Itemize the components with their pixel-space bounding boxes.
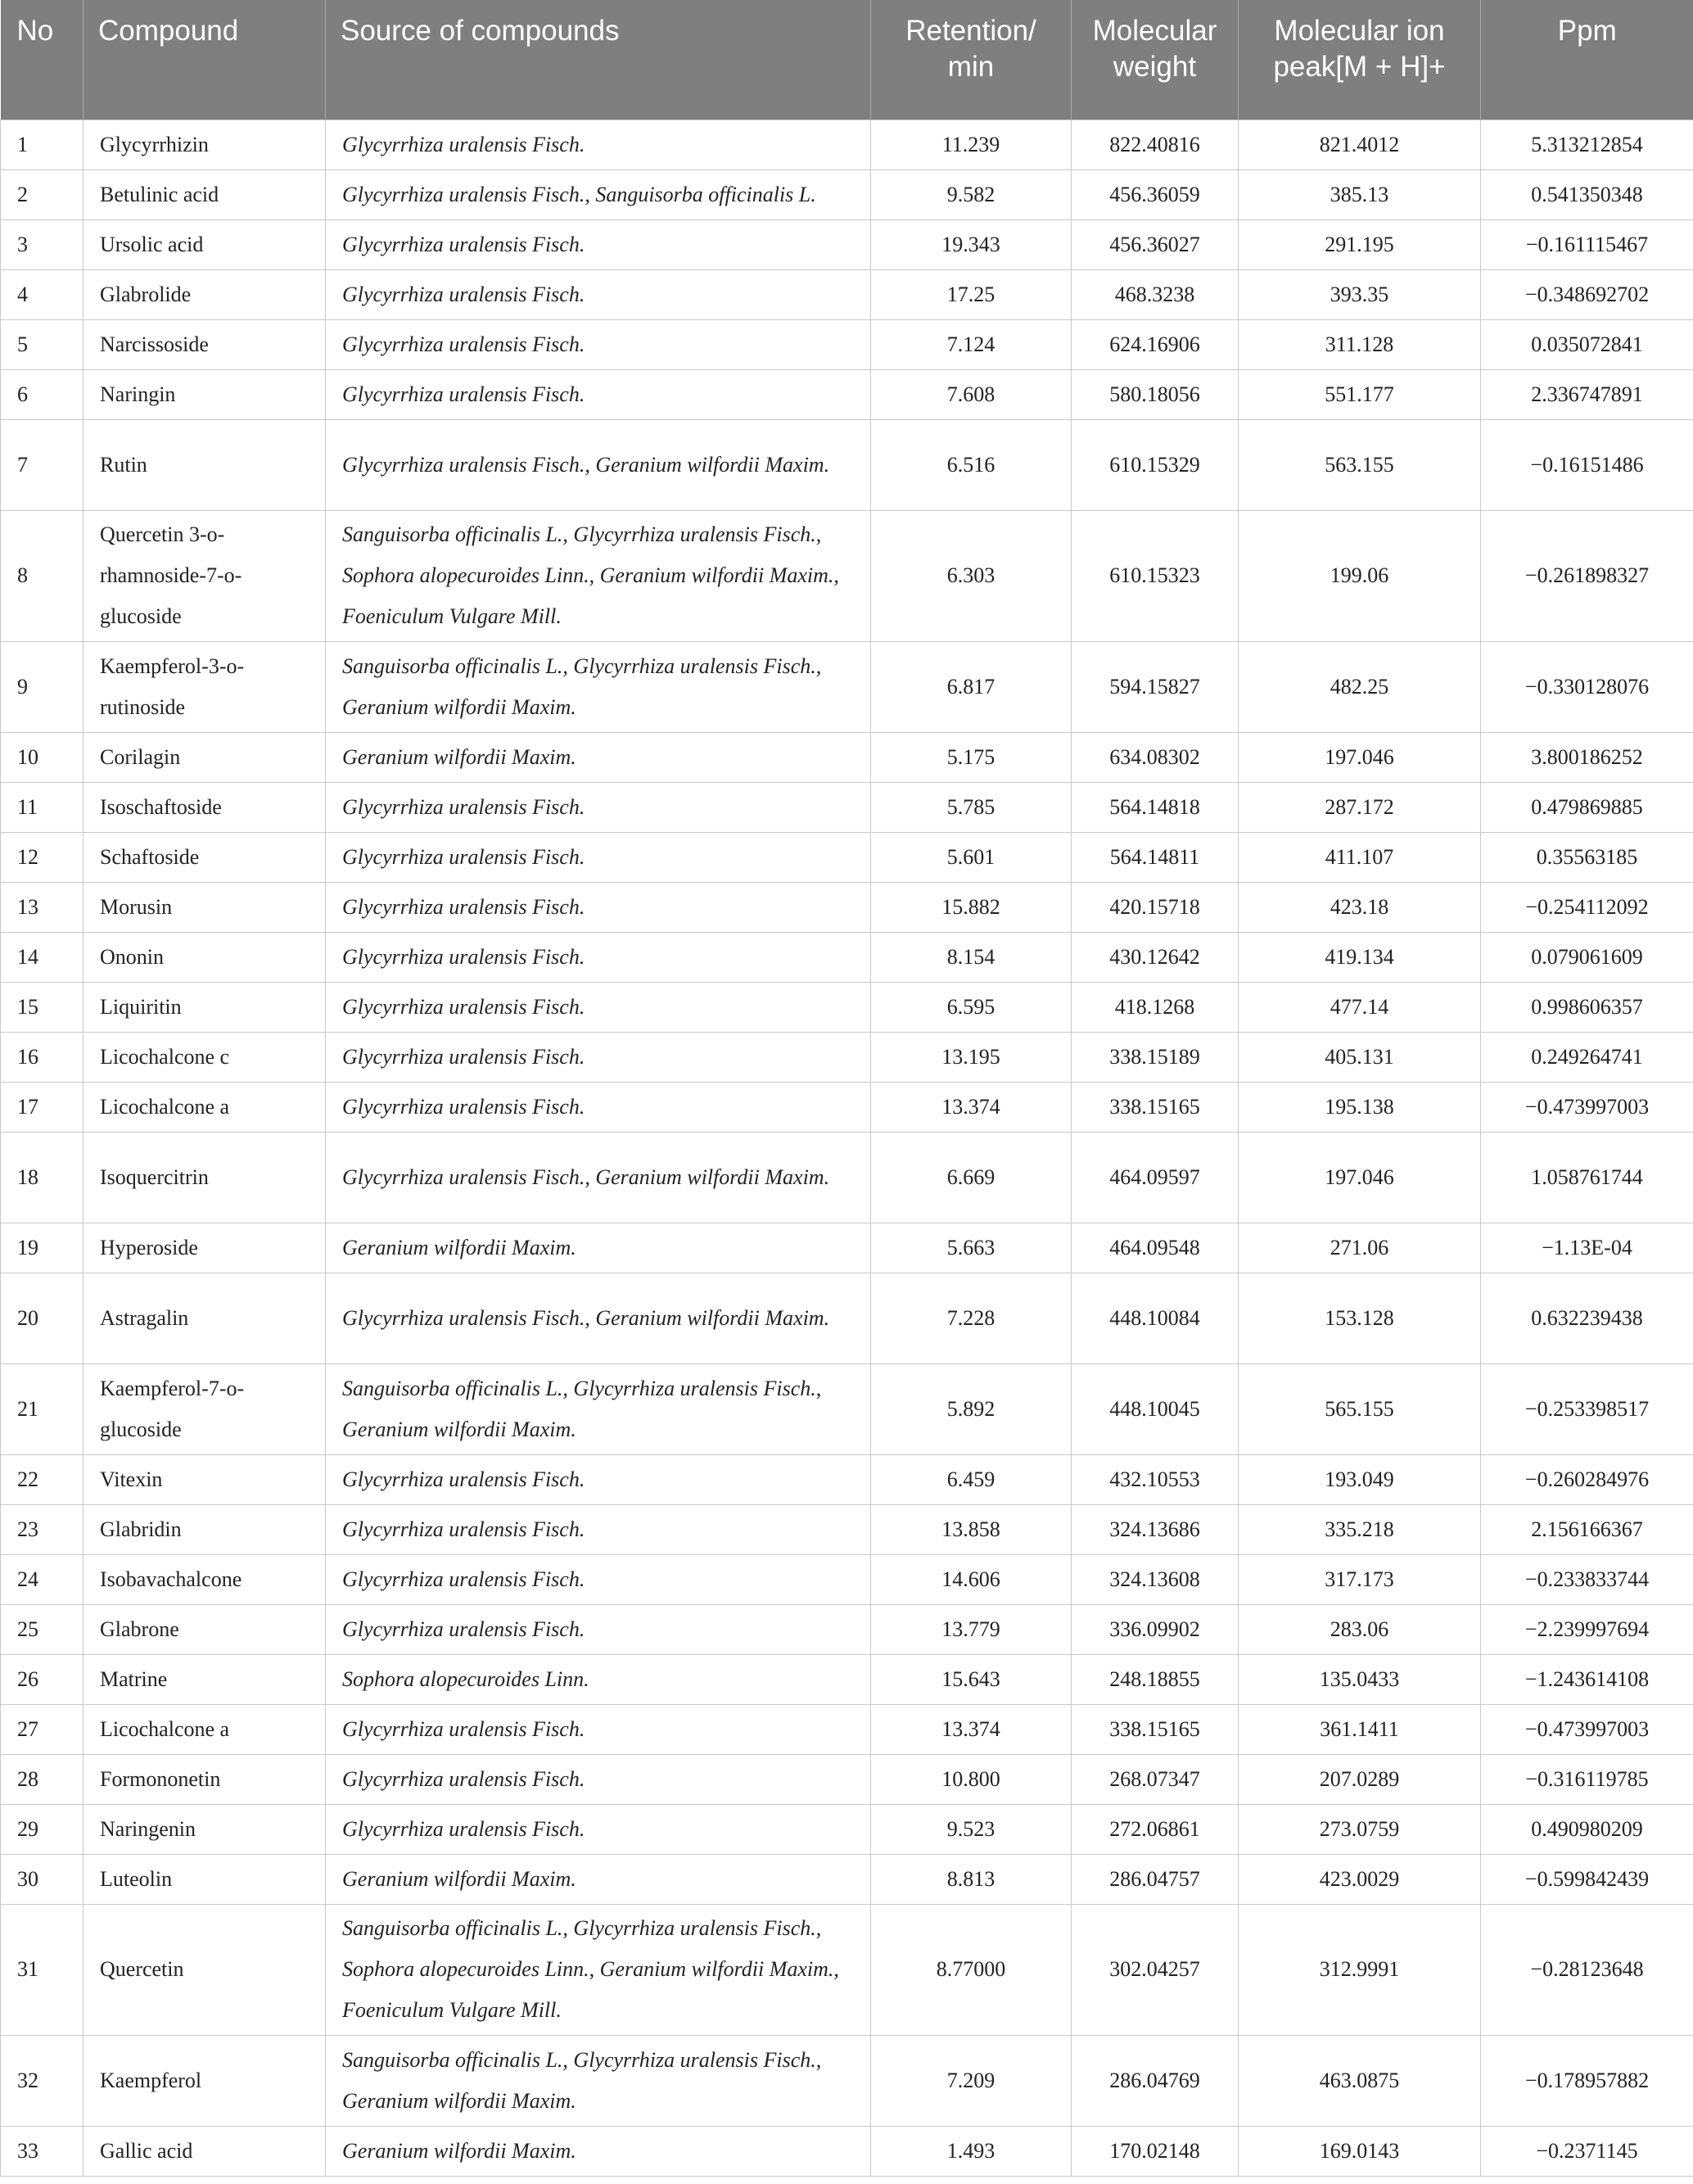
cell-ppm: 2.156166367 [1481,1504,1693,1554]
cell-no: 8 [1,510,84,641]
cell-source: Glycyrrhiza uralensis Fisch. [326,1604,871,1654]
table-row [1,219,1693,269]
cell-source: Glycyrrhiza uralensis Fisch. [326,269,871,319]
table-row [1,641,1693,732]
cell-no: 15 [1,982,84,1032]
cell-source: Glycyrrhiza uralensis Fisch., Geranium wilfordii Maxim. [326,419,871,510]
cell-molecular-ion-peak: 563.155 [1239,419,1481,510]
cell-molecular-weight: 464.09597 [1072,1132,1239,1223]
cell-compound: Liquiritin [84,982,326,1032]
table-row [1,1082,1693,1132]
cell-source: Glycyrrhiza uralensis Fisch. [326,882,871,932]
cell-source: Sanguisorba officinalis L., Glycyrrhiza uralensis Fisch., Geranium wilfordii Maxim. [326,1363,871,1454]
cell-retention: 5.175 [871,732,1072,782]
cell-ppm: 2.336747891 [1481,369,1693,419]
cell-compound: Licochalcone a [84,1704,326,1754]
cell-retention: 13.858 [871,1504,1072,1554]
cell-molecular-ion-peak: 199.06 [1239,510,1481,641]
cell-source: Glycyrrhiza uralensis Fisch., Geranium wilfordii Maxim. [326,1273,871,1363]
cell-ppm: −0.233833744 [1481,1554,1693,1604]
table-row [1,2035,1693,2126]
cell-retention: 5.785 [871,782,1072,832]
cell-compound: Kaempferol-3-o-rutinoside [84,641,326,732]
cell-no: 19 [1,1223,84,1273]
cell-no: 6 [1,369,84,419]
cell-source: Glycyrrhiza uralensis Fisch. [326,1504,871,1554]
cell-ppm: 0.079061609 [1481,932,1693,982]
cell-no: 16 [1,1032,84,1082]
cell-molecular-ion-peak: 153.128 [1239,1273,1481,1363]
table-row [1,1654,1693,1704]
cell-ppm: 5.313212854 [1481,120,1693,170]
cell-compound: Rutin [84,419,326,510]
cell-source: Glycyrrhiza uralensis Fisch. [326,1554,871,1604]
header-molecular-ion-peak: Molecular ion peak[M + H]+ [1239,0,1481,120]
cell-compound: Ursolic acid [84,219,326,269]
cell-retention: 8.77000 [871,1904,1072,2035]
cell-molecular-weight: 594.15827 [1072,641,1239,732]
cell-molecular-ion-peak: 283.06 [1239,1604,1481,1654]
cell-retention: 14.606 [871,1554,1072,1604]
cell-compound: Isobavachalcone [84,1554,326,1604]
cell-compound: Isoschaftoside [84,782,326,832]
cell-ppm: −0.473997003 [1481,1082,1693,1132]
cell-molecular-ion-peak: 197.046 [1239,732,1481,782]
cell-molecular-weight: 170.02148 [1072,2126,1239,2176]
cell-retention: 7.608 [871,369,1072,419]
cell-compound: Hyperoside [84,1223,326,1273]
cell-compound: Kaempferol-7-o-glucoside [84,1363,326,1454]
cell-no: 10 [1,732,84,782]
cell-ppm: 0.490980209 [1481,1804,1693,1854]
cell-source: Glycyrrhiza uralensis Fisch. [326,219,871,269]
cell-retention: 6.516 [871,419,1072,510]
cell-molecular-weight: 338.15165 [1072,1082,1239,1132]
cell-source: Glycyrrhiza uralensis Fisch. [326,832,871,882]
cell-compound: Glycyrrhizin [84,120,326,170]
cell-molecular-weight: 336.09902 [1072,1604,1239,1654]
cell-compound: Licochalcone c [84,1032,326,1082]
cell-retention: 5.663 [871,1223,1072,1273]
cell-molecular-ion-peak: 291.195 [1239,219,1481,269]
cell-molecular-weight: 338.15189 [1072,1032,1239,1082]
cell-retention: 8.813 [871,1854,1072,1904]
cell-compound: Isoquercitrin [84,1132,326,1223]
table-row [1,782,1693,832]
cell-no: 9 [1,641,84,732]
cell-compound: Astragalin [84,1273,326,1363]
table-row [1,1504,1693,1554]
cell-compound: Luteolin [84,1854,326,1904]
cell-ppm: −1.243614108 [1481,1654,1693,1704]
table-row [1,1223,1693,1273]
table-row [1,269,1693,319]
cell-source: Glycyrrhiza uralensis Fisch. [326,1454,871,1504]
cell-molecular-weight: 448.10045 [1072,1363,1239,1454]
cell-molecular-weight: 286.04769 [1072,2035,1239,2126]
cell-molecular-ion-peak: 423.0029 [1239,1854,1481,1904]
cell-source: Glycyrrhiza uralensis Fisch. [326,1704,871,1754]
table-row [1,732,1693,782]
cell-molecular-ion-peak: 135.0433 [1239,1654,1481,1704]
cell-ppm: 0.541350348 [1481,170,1693,219]
cell-molecular-weight: 248.18855 [1072,1654,1239,1704]
cell-no: 30 [1,1854,84,1904]
cell-retention: 17.25 [871,269,1072,319]
cell-compound: Quercetin 3-o-rhamnoside-7-o-glucoside [84,510,326,641]
cell-no: 13 [1,882,84,932]
header-retention: Retention/ min [871,0,1072,120]
cell-source: Glycyrrhiza uralensis Fisch. [326,369,871,419]
table-row [1,1804,1693,1854]
table-row [1,1032,1693,1082]
cell-compound: Schaftoside [84,832,326,882]
cell-retention: 6.817 [871,641,1072,732]
cell-source: Geranium wilfordii Maxim. [326,2126,871,2176]
cell-ppm: −0.28123648 [1481,1904,1693,2035]
cell-ppm: 0.249264741 [1481,1032,1693,1082]
cell-source: Sanguisorba officinalis L., Glycyrrhiza uralensis Fisch., Sophora alopecuroides Linn., Geranium wilfordii Maxim., Foeniculum Vulgare Mill. [326,510,871,641]
cell-ppm: 0.632239438 [1481,1273,1693,1363]
cell-molecular-ion-peak: 193.049 [1239,1454,1481,1504]
cell-compound: Glabridin [84,1504,326,1554]
cell-retention: 11.239 [871,120,1072,170]
cell-molecular-ion-peak: 312.9991 [1239,1904,1481,2035]
cell-molecular-ion-peak: 273.0759 [1239,1804,1481,1854]
cell-ppm: −0.16151486 [1481,419,1693,510]
cell-retention: 9.582 [871,170,1072,219]
cell-no: 4 [1,269,84,319]
cell-retention: 5.892 [871,1363,1072,1454]
cell-no: 28 [1,1754,84,1804]
cell-molecular-ion-peak: 207.0289 [1239,1754,1481,1804]
cell-compound: Corilagin [84,732,326,782]
cell-no: 26 [1,1654,84,1704]
cell-molecular-ion-peak: 317.173 [1239,1554,1481,1604]
table-row [1,1554,1693,1604]
cell-retention: 13.374 [871,1082,1072,1132]
cell-molecular-weight: 624.16906 [1072,319,1239,369]
cell-molecular-ion-peak: 821.4012 [1239,120,1481,170]
table-row [1,2126,1693,2176]
cell-compound: Narcissoside [84,319,326,369]
cell-source: Glycyrrhiza uralensis Fisch. [326,982,871,1032]
cell-no: 24 [1,1554,84,1604]
cell-molecular-weight: 456.36027 [1072,219,1239,269]
table-row [1,1904,1693,2035]
cell-ppm: −0.178957882 [1481,2035,1693,2126]
table-row [1,1854,1693,1904]
cell-no: 14 [1,932,84,982]
cell-ppm: −2.239997694 [1481,1604,1693,1654]
cell-compound: Vitexin [84,1454,326,1504]
cell-compound: Glabrolide [84,269,326,319]
cell-retention: 7.209 [871,2035,1072,2126]
cell-no: 20 [1,1273,84,1363]
cell-compound: Morusin [84,882,326,932]
cell-source: Geranium wilfordii Maxim. [326,1223,871,1273]
cell-ppm: −0.254112092 [1481,882,1693,932]
cell-no: 7 [1,419,84,510]
cell-molecular-ion-peak: 335.218 [1239,1504,1481,1554]
cell-source: Sanguisorba officinalis L., Glycyrrhiza uralensis Fisch., Sophora alopecuroides Linn., Geranium wilfordii Maxim., Foeniculum Vulgare Mill. [326,1904,871,2035]
cell-retention: 7.228 [871,1273,1072,1363]
cell-ppm: 3.800186252 [1481,732,1693,782]
cell-source: Glycyrrhiza uralensis Fisch. [326,1754,871,1804]
table-row [1,120,1693,170]
table-row [1,1754,1693,1804]
cell-molecular-weight: 468.3238 [1072,269,1239,319]
cell-no: 25 [1,1604,84,1654]
cell-retention: 6.303 [871,510,1072,641]
table-row [1,932,1693,982]
cell-molecular-weight: 580.18056 [1072,369,1239,419]
cell-molecular-ion-peak: 169.0143 [1239,2126,1481,2176]
cell-molecular-ion-peak: 551.177 [1239,369,1481,419]
cell-molecular-ion-peak: 482.25 [1239,641,1481,732]
cell-compound: Glabrone [84,1604,326,1654]
cell-ppm: −0.260284976 [1481,1454,1693,1504]
table-row [1,510,1693,641]
table-row [1,369,1693,419]
cell-molecular-weight: 610.15329 [1072,419,1239,510]
cell-source: Sanguisorba officinalis L., Glycyrrhiza uralensis Fisch., Geranium wilfordii Maxim. [326,2035,871,2126]
cell-source: Glycyrrhiza uralensis Fisch., Geranium wilfordii Maxim. [326,1132,871,1223]
cell-molecular-weight: 448.10084 [1072,1273,1239,1363]
cell-retention: 6.669 [871,1132,1072,1223]
cell-molecular-weight: 338.15165 [1072,1704,1239,1754]
cell-ppm: −0.473997003 [1481,1704,1693,1754]
cell-molecular-ion-peak: 195.138 [1239,1082,1481,1132]
cell-retention: 15.882 [871,882,1072,932]
cell-molecular-ion-peak: 393.35 [1239,269,1481,319]
cell-molecular-ion-peak: 271.06 [1239,1223,1481,1273]
cell-compound: Naringin [84,369,326,419]
header-no: No [16,15,54,47]
cell-molecular-ion-peak: 287.172 [1239,782,1481,832]
cell-ppm: 0.035072841 [1481,319,1693,369]
header-compound: Compound [84,0,326,120]
cell-molecular-ion-peak: 423.18 [1239,882,1481,932]
cell-ppm: −0.330128076 [1481,641,1693,732]
table-row [1,1363,1693,1454]
cell-source: Glycyrrhiza uralensis Fisch., Sanguisorba officinalis L. [326,170,871,219]
cell-retention: 10.800 [871,1754,1072,1804]
cell-molecular-weight: 324.13686 [1072,1504,1239,1554]
cell-no: 32 [1,2035,84,2126]
cell-ppm: −0.348692702 [1481,269,1693,319]
cell-ppm: 0.998606357 [1481,982,1693,1032]
cell-no: 5 [1,319,84,369]
cell-no: 11 [1,782,84,832]
cell-ppm: −0.599842439 [1481,1854,1693,1904]
header-ppm: Ppm [1481,0,1693,120]
cell-retention: 13.374 [871,1704,1072,1754]
cell-molecular-weight: 430.12642 [1072,932,1239,982]
cell-no: 23 [1,1504,84,1554]
cell-retention: 19.343 [871,219,1072,269]
cell-compound: Betulinic acid [84,170,326,219]
cell-source: Glycyrrhiza uralensis Fisch. [326,782,871,832]
cell-compound: Licochalcone a [84,1082,326,1132]
cell-molecular-weight: 268.07347 [1072,1754,1239,1804]
cell-no: 3 [1,219,84,269]
cell-molecular-weight: 564.14811 [1072,832,1239,882]
table-body [1,120,1693,2176]
cell-no: 21 [1,1363,84,1454]
cell-ppm: −0.253398517 [1481,1363,1693,1454]
cell-molecular-ion-peak: 411.107 [1239,832,1481,882]
cell-molecular-weight: 418.1268 [1072,982,1239,1032]
cell-no: 18 [1,1132,84,1223]
cell-compound: Matrine [84,1654,326,1704]
cell-source: Glycyrrhiza uralensis Fisch. [326,932,871,982]
cell-compound: Kaempferol [84,2035,326,2126]
cell-molecular-ion-peak: 419.134 [1239,932,1481,982]
cell-molecular-weight: 464.09548 [1072,1223,1239,1273]
cell-source: Geranium wilfordii Maxim. [326,732,871,782]
table-row [1,832,1693,882]
cell-retention: 6.595 [871,982,1072,1032]
cell-ppm: 0.35563185 [1481,832,1693,882]
cell-no: 33 [1,2126,84,2176]
cell-molecular-ion-peak: 361.1411 [1239,1704,1481,1754]
cell-compound: Naringenin [84,1804,326,1854]
table-row [1,882,1693,932]
cell-retention: 1.493 [871,2126,1072,2176]
cell-molecular-ion-peak: 197.046 [1239,1132,1481,1223]
cell-molecular-ion-peak: 385.13 [1239,170,1481,219]
cell-molecular-ion-peak: 405.131 [1239,1032,1481,1082]
cell-retention: 8.154 [871,932,1072,982]
cell-molecular-weight: 822.40816 [1072,120,1239,170]
cell-source: Glycyrrhiza uralensis Fisch. [326,319,871,369]
table-header-row [1,0,1693,120]
cell-molecular-ion-peak: 311.128 [1239,319,1481,369]
cell-no: 1 [1,120,84,170]
cell-molecular-weight: 432.10553 [1072,1454,1239,1504]
cell-compound: Quercetin [84,1904,326,2035]
cell-no: 31 [1,1904,84,2035]
cell-retention: 9.523 [871,1804,1072,1854]
cell-retention: 5.601 [871,832,1072,882]
cell-ppm: −1.13E-04 [1481,1223,1693,1273]
cell-no: 12 [1,832,84,882]
cell-ppm: −0.261898327 [1481,510,1693,641]
cell-ppm: 1.058761744 [1481,1132,1693,1223]
cell-retention: 6.459 [871,1454,1072,1504]
cell-retention: 7.124 [871,319,1072,369]
cell-molecular-weight: 324.13608 [1072,1554,1239,1604]
cell-compound: Gallic acid [84,2126,326,2176]
cell-ppm: −0.161115467 [1481,219,1693,269]
cell-molecular-weight: 564.14818 [1072,782,1239,832]
table-row [1,319,1693,369]
table-row [1,1454,1693,1504]
cell-ppm: −0.2371145 [1481,2126,1693,2176]
table-row [1,170,1693,219]
table-row [1,1273,1693,1363]
cell-molecular-weight: 456.36059 [1072,170,1239,219]
cell-no: 27 [1,1704,84,1754]
cell-ppm: 0.479869885 [1481,782,1693,832]
cell-source: Sophora alopecuroides Linn. [326,1654,871,1704]
cell-source: Glycyrrhiza uralensis Fisch. [326,1032,871,1082]
table-row [1,1704,1693,1754]
cell-molecular-ion-peak: 565.155 [1239,1363,1481,1454]
cell-molecular-weight: 272.06861 [1072,1804,1239,1854]
cell-molecular-ion-peak: 463.0875 [1239,2035,1481,2126]
header-source: Source of compounds [326,0,871,120]
cell-retention: 15.643 [871,1654,1072,1704]
cell-ppm: −0.316119785 [1481,1754,1693,1804]
cell-molecular-weight: 420.15718 [1072,882,1239,932]
cell-source: Geranium wilfordii Maxim. [326,1854,871,1904]
table-row [1,982,1693,1032]
cell-molecular-weight: 286.04757 [1072,1854,1239,1904]
cell-no: 2 [1,170,84,219]
cell-molecular-ion-peak: 477.14 [1239,982,1481,1032]
header-molecular-weight: Molecular weight [1072,0,1239,120]
table-row [1,1132,1693,1223]
cell-compound: Ononin [84,932,326,982]
table-row [1,1604,1693,1654]
cell-molecular-weight: 634.08302 [1072,732,1239,782]
cell-no: 17 [1,1082,84,1132]
table-row [1,419,1693,510]
cell-no: 22 [1,1454,84,1504]
cell-no: 29 [1,1804,84,1854]
cell-source: Glycyrrhiza uralensis Fisch. [326,1082,871,1132]
cell-retention: 13.195 [871,1032,1072,1082]
cell-compound: Formononetin [84,1754,326,1804]
cell-molecular-weight: 610.15323 [1072,510,1239,641]
cell-source: Sanguisorba officinalis L., Glycyrrhiza uralensis Fisch., Geranium wilfordii Maxim. [326,641,871,732]
cell-source: Glycyrrhiza uralensis Fisch. [326,120,871,170]
cell-retention: 13.779 [871,1604,1072,1654]
cell-molecular-weight: 302.04257 [1072,1904,1239,2035]
cell-source: Glycyrrhiza uralensis Fisch. [326,1804,871,1854]
